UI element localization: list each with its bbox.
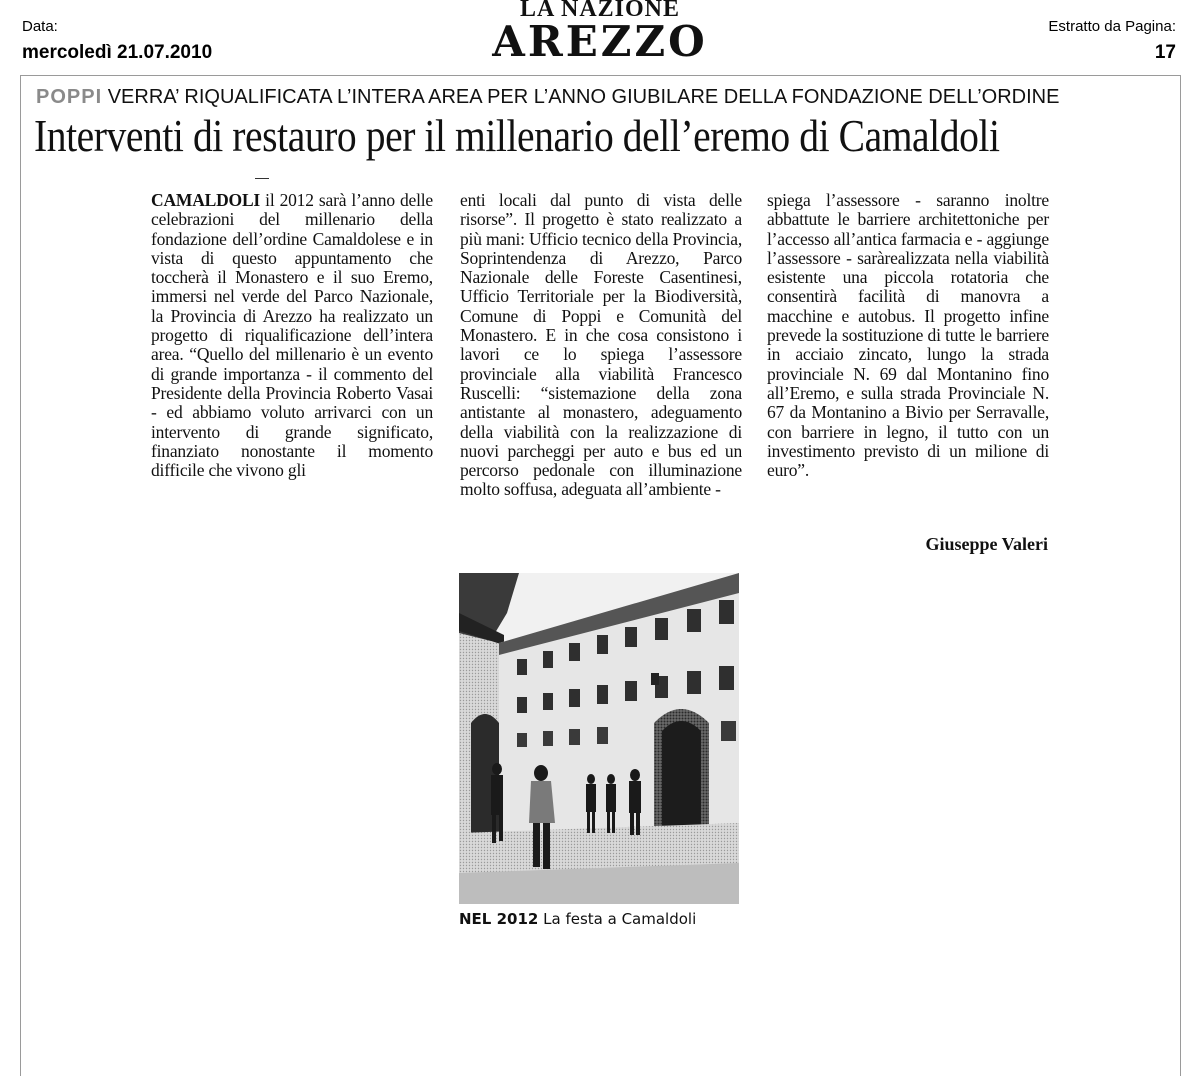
photo-caption [459, 910, 696, 928]
article-headline: Interventi di restauro per il millenario dell’eremo di Camaldoli [34, 110, 1000, 161]
masthead-newspaper-name: LA NAZIONE [519, 0, 681, 22]
page-number: 17 [1154, 42, 1176, 63]
camaldoli-photo [459, 573, 739, 904]
article-column-2: enti locali dal punto di vista delle risorse”. Il progetto è stato realizzato a più mani: Ufficio tecnico della Provincia, Soprintendenza di Arezzo, Parco Nazionale delle Foreste Casentinesi, Ufficio Territoriale per la Biodiversità, Comune di Poppi e Comunità del Monastero. E in che cosa consistono i lavori ce lo spiega l’assessore provinciale alla viabilità Francesco Ruscelli: “sistemazione della zona antistante al monastero, adeguamento della viabilità con la realizzazione di nuovi parcheggi per auto e bus ed un percorso pedonale con illuminazione molto soffusa, adeguata all’ambiente - [460, 190, 742, 500]
publication-date: mercoledì 21.07.2010 [22, 42, 213, 63]
page-extract-label: Estratto da Pagina: [1048, 18, 1176, 35]
kicker-text: VERRA’ RIQUALIFICATA L’INTERA AREA PER L’ANNO GIUBILARE DELLA FONDAZIONE DELL’ORDINE [107, 86, 1060, 108]
column-divider-dash [255, 178, 269, 179]
article-column-1 [151, 191, 433, 480]
article-kicker [36, 86, 1176, 108]
article-column-3: spiega l’assessore - saranno inoltre abbattute le barriere architettoniche per l’accesso all’antica farmacia e - aggiunge l’assessore - saràrealizzata nella viabilità esistente una piccola rotatoria che consentirà facilità di manovra a macchine e autobus. Il progetto infine prevede la sostituzione di tutte le barriere in acciaio zincato, lungo la strada provinciale N. 69 dal Montanino fino all’Eremo, e sulla strada Provinciale N. 67 da Montanino a Bivio per Serravalle, con barriere in legno, il tutto con un investimento previsto di un milione di euro”. [767, 190, 1049, 481]
date-label: Data: [22, 18, 58, 35]
article-column-1-text: il 2012 sarà l’anno delle celebrazioni del millenario della fondazione dell’ordine Camaldolese e in vista di questo appuntamento che toccherà il Monastero e il suo Eremo, immersi nel verde del Parco Nazionale, la Provincia di Arezzo ha realizzato un progetto di riqualificazione dell’intera area. “Quello del millenario è un evento di grande importanza - il commento del Presidente della Provincia Roberto Vasai - ed abbiamo voluto arrivarci con un intervento di grande significato, finanziato nonostante il momento difficile che vivono gli [151, 190, 433, 481]
kicker-location: POPPI [36, 86, 103, 108]
article-dateline: CAMALDOLI [151, 190, 261, 210]
masthead-edition: AREZZO [492, 17, 708, 66]
photo-caption-lead: NEL 2012 [459, 910, 539, 928]
photo-caption-text: La festa a Camaldoli [543, 910, 697, 928]
article-byline: Giuseppe Valeri [925, 534, 1048, 554]
